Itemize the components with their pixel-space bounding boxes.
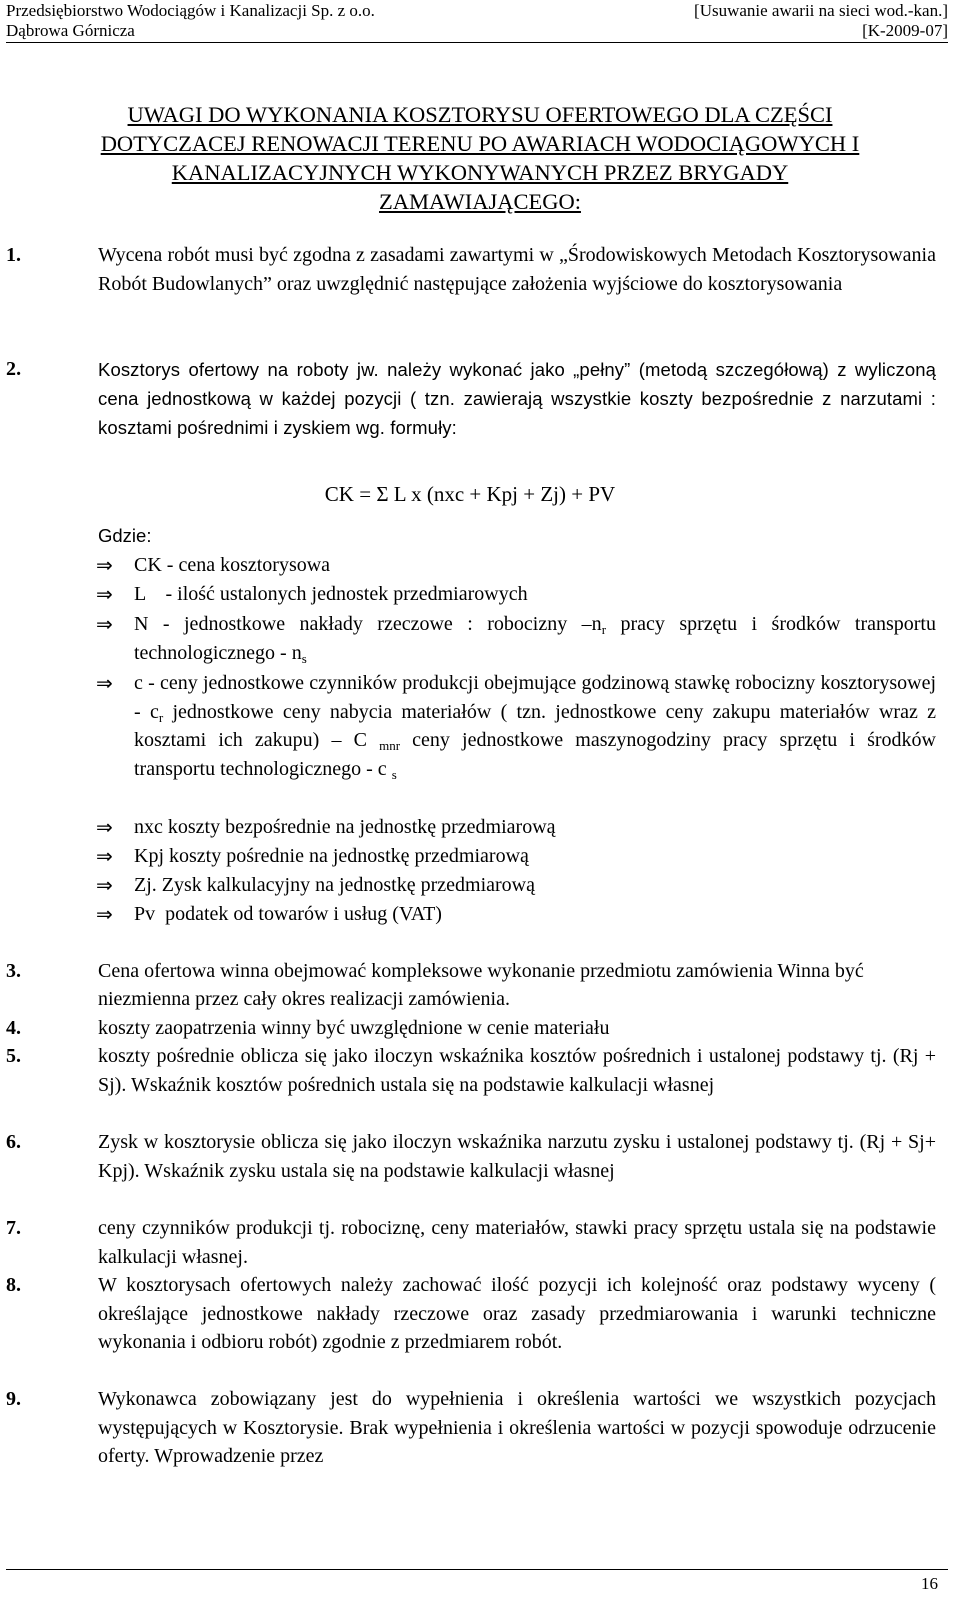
item-number: 8. [6,1274,21,1296]
implies-arrow-icon: ⇒ [96,902,113,926]
title-line: ZAMAWIAJĄCEGO: [379,189,581,214]
definition-text: c - ceny jednostkowe czynników produkcji obejmujące godzinową stawkę robocizny kosztorysowej - $c_r$ jednostkowe ceny nabycia materiałów ( tzn. jednostkowe ceny zakupu materiałów wraz z kosztami ich zakupu) – C $_{mnr}$ ceny jednostkowe maszynogodziny pracy sprzętu i środków transportu technologicznego - c $_s$ [134,672,936,782]
item-number: 9. [6,1388,21,1410]
definition-item [96,669,936,783]
item-text: koszty pośrednie oblicza się jako iloczyn wskaźnika kosztów pośrednich i ustalonej podstawy tj. (Rj + Sj). Wskaźnik kosztów pośrednich ustala się na podstawie kalkulacji własnej [98,1045,936,1096]
definition-text: CK - cena kosztorysowa [134,554,331,576]
cost-formula: CK = Σ L x (nxc + Kpj + Zj) + PV [324,482,616,506]
item-text: ceny czynników produkcji tj. robociznę, ceny materiałów, stawki pracy sprzętu ustala się na podstawie kalkulacji własnej. [98,1217,936,1268]
title-line: UWAGI DO WYKONANIA KOSZTORYSU OFERTOWEGO DLA CZĘŚCI [127,102,833,127]
item-number: 6. [6,1131,21,1153]
definition-text: L - ilość ustalonych jednostek przedmiarowych [134,583,528,605]
page-title [0,100,960,216]
item-text: Zysk w kosztorysie oblicza się jako iloczyn wskaźnika narzutu zysku i ustalonej podstawy tj. (Rj + Sj+ Kpj). Wskaźnik zysku ustala się na podstawie kalkulacji własnej [98,1131,936,1182]
item-number: 3. [6,960,21,982]
implies-arrow-icon: ⇒ [96,844,113,868]
implies-arrow-icon: ⇒ [96,553,113,577]
item-text: Wycena robót musi być zgodna z zasadami zawartymi w „Środowiskowych Metodach Kosztorysowania Robót Budowlanych” oraz uwzględnić następujące założenia wyjściowe do kosztorysowania [98,244,936,295]
list-item-5 [6,1042,936,1099]
list-item-7 [6,1214,936,1271]
definition-item [96,842,936,871]
header-org-city: Dąbrowa Górnicza [6,21,135,40]
definition-text: Zj. Zysk kalkulacyjny na jednostkę przedmiarową [134,874,535,896]
where-label: Gdzie: [98,525,152,546]
item-number: 4. [6,1017,21,1039]
implies-arrow-icon: ⇒ [96,873,113,897]
definition-item [96,900,936,929]
implies-arrow-icon: ⇒ [96,582,113,606]
header-doc-title: [Usuwanie awarii na sieci wod.-kan.] [694,1,948,20]
item-text: W kosztorysach ofertowych należy zachować ilość pozycji ich kolejność oraz podstawy wyceny ( określające jednostkowe nakłady rzeczowe oraz zasady przedmiarowania i warunki techniczne wykonania i odbioru robót) zgodnie z przedmiarem robót. [98,1274,936,1353]
item-number: 1. [6,244,21,266]
item-text: Cena ofertowa winna obejmować kompleksowe wykonanie przedmiotu zamówienia Winna być niezmienna przez cały okres realizacji zamówienia. [98,960,864,1010]
item-text: Wykonawca zobowiązany jest do wypełnienia i określenia wartości we wszystkich pozycjach występujących w Kosztorysie. Brak wypełnienia i określenia wartości w pozycji spowoduje odrzucenie oferty. Wprowadzenie przez [98,1388,936,1467]
definition-text: Kpj koszty pośrednie na jednostkę przedmiarową [134,845,529,867]
list-item-3 [6,957,936,1013]
implies-arrow-icon: ⇒ [96,815,113,839]
item-number: 7. [6,1217,21,1239]
header-org-name: Przedsiębiorstwo Wodociągów i Kanalizacji Sp. z o.o. [6,1,375,20]
definition-item [96,580,936,609]
page-number: 16 [921,1574,938,1593]
definition-text: Pv podatek od towarów i usług (VAT) [134,903,442,925]
definition-item [96,551,936,580]
definition-text: N - jednostkowe nakłady rzeczowe : robocizny $-n_r$ pracy sprzętu i środków transportu technologicznego - $n_s$ [134,613,936,666]
item-text: Kosztorys ofertowy na roboty jw. należy wykonać jako „pełny” (metodą szczegółową) z wyliczoną cena jednostkową w każdej pozycji ( tzn. zawierają wszystkie koszty bezpośrednie z narzutami : kosztami pośrednimi i zyskiem wg. formuły: [98,359,936,438]
list-item-1 [6,241,936,299]
list-item-9 [6,1385,936,1471]
list-item-2 [6,355,936,442]
definition-text: nxc koszty bezpośrednie na jednostkę przedmiarową [134,816,556,838]
page-header [6,0,948,43]
item-number: 2. [6,358,22,380]
item-number: 5. [6,1045,21,1067]
header-doc-code: [K-2009-07] [862,21,948,40]
definition-item [96,871,936,900]
footer-divider [6,1569,948,1570]
definition-item [96,813,936,842]
implies-arrow-icon: ⇒ [96,612,113,636]
definition-item [96,610,936,667]
title-line: DOTYCZACEJ RENOWACJI TERENU PO AWARIACH WODOCIĄGOWYCH I [100,131,860,156]
list-item-6 [6,1128,936,1185]
implies-arrow-icon: ⇒ [96,671,113,695]
item-text: koszty zaopatrzenia winny być uwzględnione w cenie materiału [98,1017,610,1039]
title-line: KANALIZACYJNYCH WYKONYWANYCH PRZEZ BRYGADY [171,160,789,185]
list-item-8 [6,1271,936,1357]
list-item-4 [6,1014,936,1042]
